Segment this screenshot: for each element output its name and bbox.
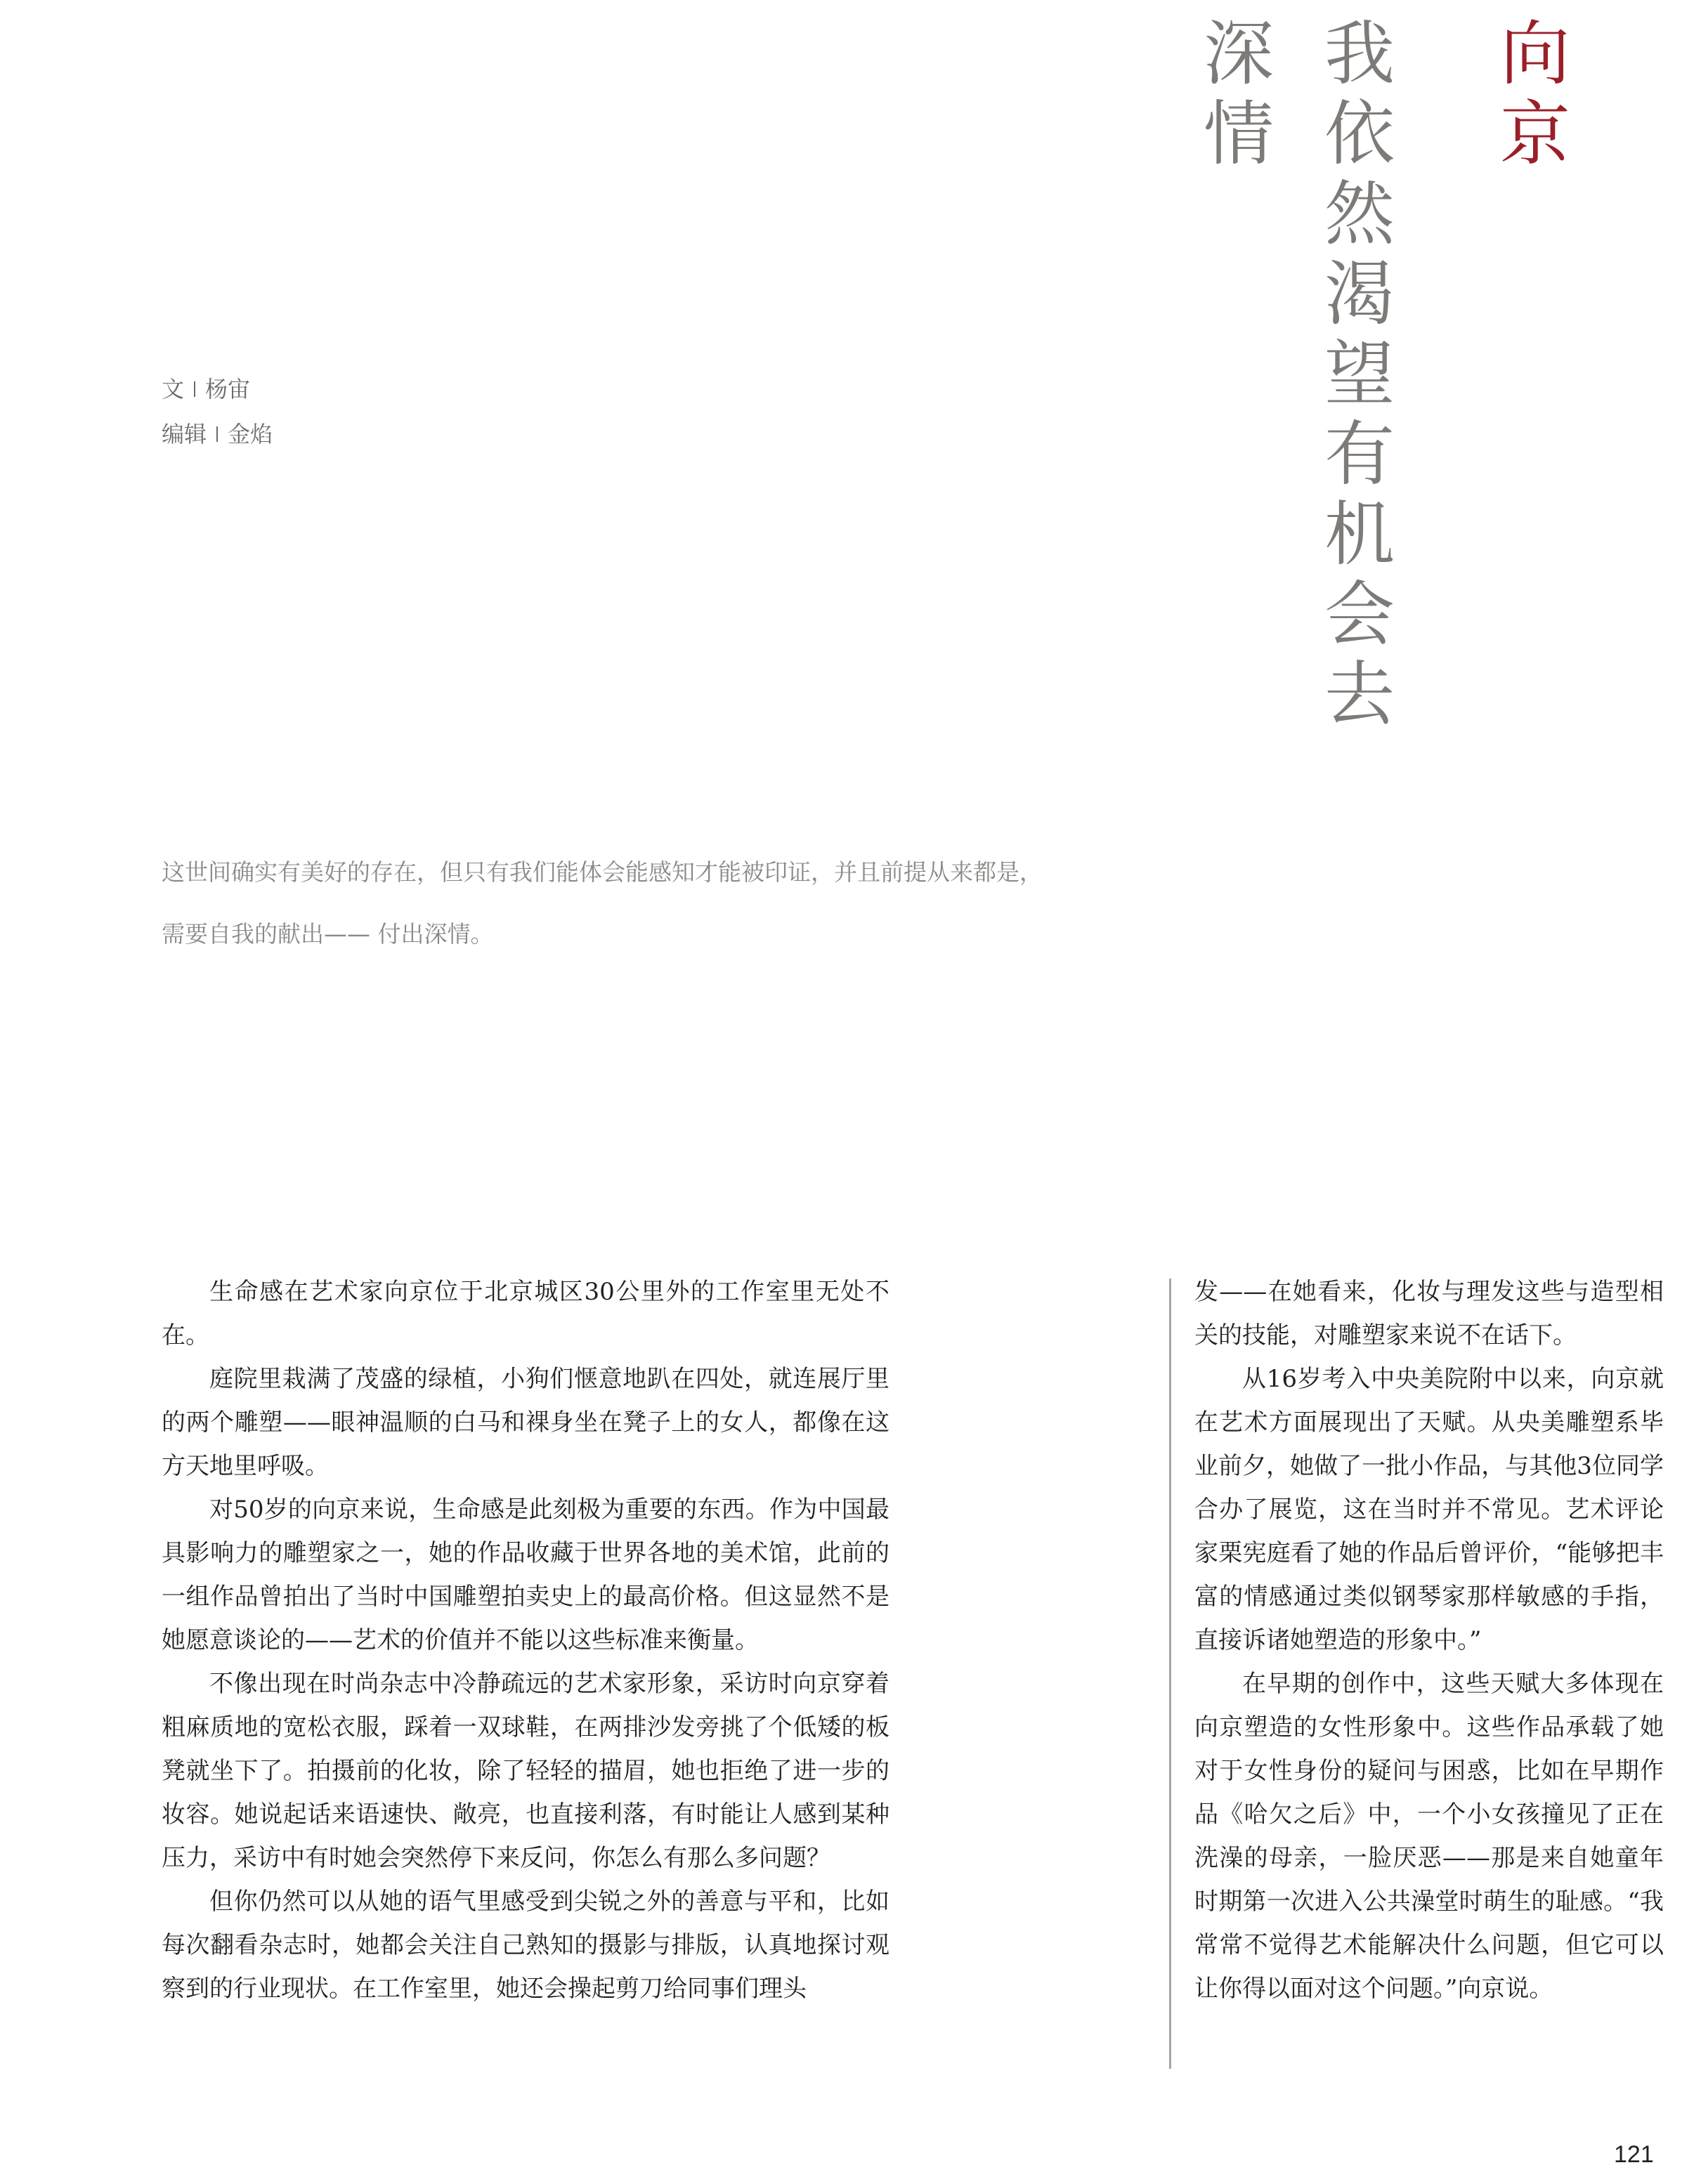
lead-paragraph xyxy=(162,842,1187,965)
headline-char: 去 xyxy=(1324,653,1395,735)
lead-line: 这世间确实有美好的存在，但只有我们能体会能感知才能被印证，并且前提从来都是， xyxy=(162,858,1043,886)
column-divider xyxy=(1169,1279,1171,2069)
headline-char: 望 xyxy=(1324,333,1395,415)
headline-char: 机 xyxy=(1324,493,1395,575)
editor-label: 编辑 xyxy=(162,421,207,447)
credits xyxy=(162,367,273,457)
headline-char: 向 xyxy=(1500,13,1570,95)
headline-line-1 xyxy=(1321,14,1398,735)
body-paragraph: 在早期的创作中，这些天赋大多体现在向京塑造的女性形象中。这些作品承载了她对于女性身份的疑问与困惑，比如在早期作品《哈欠之后》中，一个小女孩撞见了正在洗澡的母亲，一脸厌恶——那是来自她童年时期第一次进入公共澡堂时萌生的耻感。“我常常不觉得艺术能解决什么问题，但它可以让你得以面对这个问题。”向京说。 xyxy=(1194,1670,1664,2003)
body-paragraph: 但你仍然可以从她的语气里感受到尖锐之外的善意与平和，比如每次翻看杂志时，她都会关注自己熟知的摄影与排版，认真地探讨观察到的行业现状。在工作室里，她还会操起剪刀给同事们理头 xyxy=(162,1888,889,2003)
headline-char: 然 xyxy=(1324,173,1395,255)
headline-subject-name xyxy=(1497,14,1574,174)
editor-credit xyxy=(162,412,273,457)
headline-line-2 xyxy=(1200,14,1277,174)
headline-char: 有 xyxy=(1324,413,1395,495)
headline-char: 情 xyxy=(1204,93,1274,175)
editor-name: 金焰 xyxy=(228,421,273,447)
writer-credit xyxy=(162,367,273,412)
separator-bar xyxy=(194,381,195,397)
headline-char: 会 xyxy=(1324,573,1395,655)
body-column-right xyxy=(1194,1270,1664,2010)
page-number: 121 xyxy=(1614,2141,1654,2168)
body-paragraph: 生命感在艺术家向京位于北京城区30公里外的工作室里无处不在。 xyxy=(162,1278,889,1349)
headline-char: 依 xyxy=(1324,93,1395,175)
headline-char: 渴 xyxy=(1324,253,1395,335)
headline-char: 我 xyxy=(1324,13,1395,95)
body-paragraph: 从16岁考入中央美院附中以来，向京就在艺术方面展现出了天赋。从央美雕塑系毕业前夕，她做了一批小作品，与其他3位同学合办了展览，这在当时并不常见。艺术评论家栗宪庭看了她的作品后曾评价，“能够把丰富的情感通过类似钢琴家那样敏感的手指，直接诉诸她塑造的形象中。” xyxy=(1194,1365,1664,1654)
body-paragraph: 对50岁的向京来说，生命感是此刻极为重要的东西。作为中国最具影响力的雕塑家之一，她的作品收藏于世界各地的美术馆，此前的一组作品曾拍出了当时中国雕塑拍卖史上的最高价格。但这显然不是她愿意谈论的——艺术的价值并不能以这些标准来衡量。 xyxy=(162,1496,889,1654)
separator-bar xyxy=(216,426,218,442)
body-paragraph: 庭院里栽满了茂盛的绿植，小狗们惬意地趴在四处，就连展厅里的两个雕塑——眼神温顺的白马和裸身坐在凳子上的女人，都像在这方天地里呼吸。 xyxy=(162,1365,889,1480)
writer-label: 文 xyxy=(162,376,185,403)
body-column-left xyxy=(162,1270,889,2010)
writer-name: 杨宙 xyxy=(205,376,251,403)
headline-char: 京 xyxy=(1500,93,1570,175)
body-paragraph: 不像出现在时尚杂志中冷静疏远的艺术家形象，采访时向京穿着粗麻质地的宽松衣服，踩着一双球鞋，在两排沙发旁挑了个低矮的板凳就坐下了。拍摄前的化妆，除了轻轻的描眉，她也拒绝了进一步的妆容。她说起话来语速快、敞亮，也直接利落，有时能让人感到某种压力，采访中有时她会突然停下来反问，你怎么有那么多问题？ xyxy=(162,1670,889,1872)
body-paragraph: 发——在她看来，化妆与理发这些与造型相关的技能，对雕塑家来说不在话下。 xyxy=(1194,1278,1664,1349)
headline-char: 深 xyxy=(1204,13,1274,95)
lead-line: 需要自我的献出—— 付出深情。 xyxy=(162,920,494,948)
